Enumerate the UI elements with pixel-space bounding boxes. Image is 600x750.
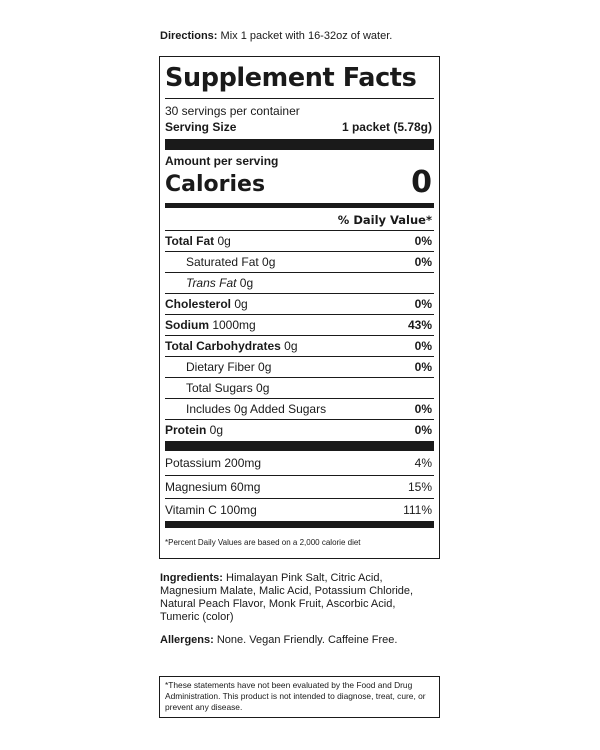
panel-title: Supplement Facts	[165, 63, 417, 93]
nutrient-name-italic: Trans Fat	[186, 276, 237, 290]
nutrient-daily-value: 0%	[414, 297, 432, 311]
ingredients-text	[160, 572, 430, 624]
nutrient-row	[165, 377, 434, 398]
supplement-facts-panel	[159, 56, 440, 559]
ingredients-value: Himalayan Pink Salt, Citric Acid, Magnesium Malate, Malic Acid, Potassium Chloride, Natural Peach Flavor, Monk Fruit, Ascorbic Acid, Tumeric (color)	[160, 572, 414, 623]
serving-size-value: 1 packet (5.78g)	[341, 120, 432, 134]
nutrient-daily-value: 0%	[414, 423, 432, 437]
allergens-text	[160, 634, 397, 646]
nutrient-name	[165, 357, 271, 377]
medium-divider	[165, 203, 434, 208]
amount-per-serving: Amount per serving	[165, 154, 279, 168]
nutrient-name	[165, 273, 253, 293]
nutrient-daily-value: 0%	[414, 402, 432, 416]
serving-size-label: Serving Size	[165, 120, 237, 134]
nutrient-amount: Includes 0g Added Sugars	[186, 402, 327, 416]
nutrient-row	[165, 335, 434, 356]
nutrient-row	[165, 272, 434, 293]
mineral-list	[165, 452, 434, 521]
nutrient-name	[165, 399, 326, 419]
nutrient-name-bold: Cholesterol	[165, 297, 232, 311]
nutrient-name-bold: Sodium	[165, 318, 209, 332]
mineral-daily-value: 15%	[407, 480, 432, 494]
mineral-name: Vitamin C 100mg	[165, 503, 257, 517]
nutrient-name	[165, 252, 275, 272]
directions-text	[160, 30, 392, 42]
nutrient-name-bold: Total Carbohydrates	[165, 339, 281, 353]
nutrient-daily-value: 0%	[414, 255, 432, 269]
ingredients-label: Ingredients:	[160, 572, 223, 584]
serving-size-row	[165, 120, 434, 134]
nutrient-amount: Total Sugars 0g	[186, 381, 270, 395]
calories-label: Calories	[165, 172, 266, 197]
mineral-divider	[165, 441, 434, 451]
nutrient-amount: 0g	[236, 276, 254, 290]
title-divider	[165, 98, 434, 99]
fda-disclaimer: *These statements have not been evaluated by the Food and Drug Administration. This product is not intended to diagnose, treat, cure, or prevent any disease.	[159, 676, 440, 718]
nutrient-name	[165, 336, 298, 356]
nutrient-daily-value: 0%	[414, 360, 432, 374]
nutrient-name-bold: Protein	[165, 423, 207, 437]
nutrient-name	[165, 378, 269, 398]
nutrient-name	[165, 315, 256, 335]
mineral-row	[165, 475, 434, 498]
nutrient-amount: 1000mg	[209, 318, 256, 332]
nutrient-amount: 0g	[280, 339, 298, 353]
nutrient-name	[165, 420, 223, 440]
calories-row	[165, 165, 434, 200]
nutrient-row	[165, 251, 434, 272]
nutrient-amount: Dietary Fiber 0g	[186, 360, 272, 374]
nutrient-daily-value: 0%	[414, 234, 432, 248]
mineral-row	[165, 498, 434, 521]
mineral-name: Magnesium 60mg	[165, 480, 261, 494]
mineral-daily-value: 4%	[414, 456, 432, 470]
allergens-value: None. Vegan Friendly. Caffeine Free.	[216, 634, 398, 646]
nutrient-row	[165, 314, 434, 335]
daily-value-footnote: *Percent Daily Values are based on a 2,000 calorie diet	[165, 538, 361, 547]
servings-per-container: 30 servings per container	[165, 104, 300, 118]
thick-divider	[165, 139, 434, 150]
mineral-name: Potassium 200mg	[165, 456, 262, 470]
calories-value: 0	[411, 165, 432, 200]
nutrient-row	[165, 419, 434, 440]
nutrient-amount: 0g	[206, 423, 224, 437]
nutrient-daily-value: 43%	[407, 318, 432, 332]
mineral-row	[165, 452, 434, 475]
nutrient-row	[165, 230, 434, 251]
nutrient-name-bold: Total Fat	[165, 234, 215, 248]
nutrient-name	[165, 294, 248, 314]
nutrient-name	[165, 231, 231, 251]
directions-label: Directions:	[160, 30, 218, 42]
nutrient-row	[165, 398, 434, 419]
allergens-label: Allergens:	[160, 634, 214, 646]
daily-value-header: % Daily Value*	[337, 213, 432, 227]
mineral-daily-value: 111%	[403, 503, 432, 517]
nutrient-amount: Saturated Fat 0g	[186, 255, 276, 269]
nutrient-amount: 0g	[231, 297, 248, 311]
nutrient-daily-value: 0%	[414, 339, 432, 353]
nutrient-amount: 0g	[214, 234, 231, 248]
nutrient-row	[165, 293, 434, 314]
nutrient-row	[165, 356, 434, 377]
directions-value: Mix 1 packet with 16-32oz of water.	[220, 30, 393, 42]
nutrient-list	[165, 230, 434, 440]
bottom-divider	[165, 521, 434, 528]
